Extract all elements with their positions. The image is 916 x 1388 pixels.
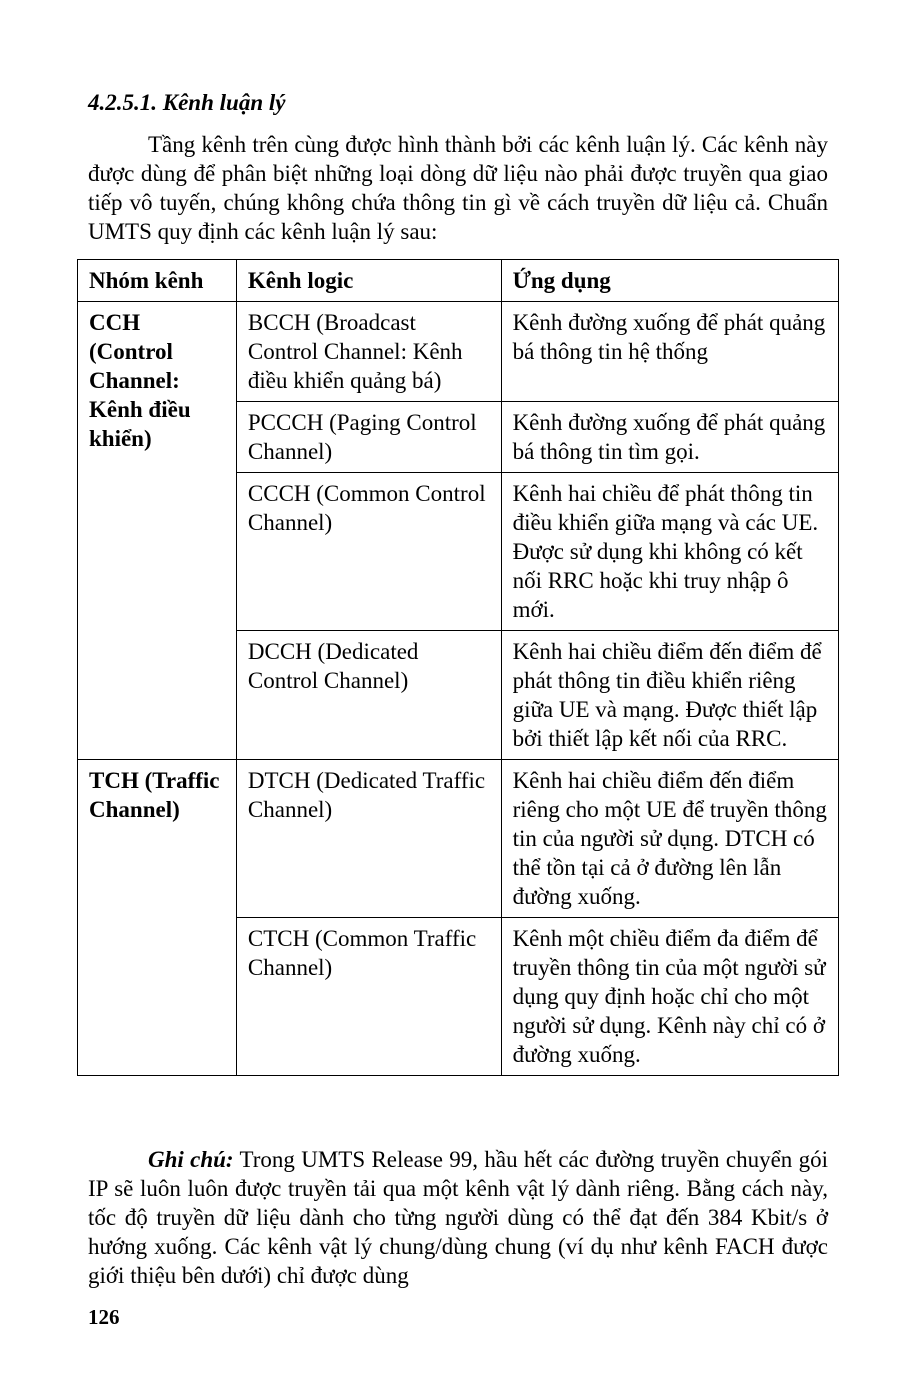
page-number: 126 bbox=[88, 1305, 120, 1329]
header-logical-channel: Kênh logic bbox=[236, 260, 501, 302]
channel-bcch: BCCH (Broadcast Control Channel: Kênh điều khiển quảng bá) bbox=[236, 302, 501, 402]
header-channel-group: Nhóm kênh bbox=[78, 260, 237, 302]
logical-channels-table bbox=[77, 259, 839, 1076]
header-usage: Ứng dụng bbox=[501, 260, 838, 302]
usage-pccch: Kênh đường xuống để phát quảng bá thông tin tìm gọi. bbox=[501, 402, 838, 473]
usage-dcch: Kênh hai chiều điểm đến điểm để phát thông tin điều khiển riêng giữa UE và mạng. Được thiết lập bởi thiết lập kết nối của RRC. bbox=[501, 631, 838, 760]
table-row bbox=[78, 302, 839, 402]
usage-ctch: Kênh một chiều điểm đa điểm để truyền thông tin của một người sử dụng quy định hoặc chỉ cho một người sử dụng. Kênh này chỉ có ở đường xuống. bbox=[501, 918, 838, 1076]
usage-ccch: Kênh hai chiều để phát thông tin điều khiển giữa mạng và các UE. Được sử dụng khi không có kết nối RRC hoặc khi truy nhập ô mới. bbox=[501, 473, 838, 631]
section-heading: 4.2.5.1. Kênh luận lý bbox=[88, 90, 286, 115]
intro-paragraph: Tầng kênh trên cùng được hình thành bởi các kênh luận lý. Các kênh này được dùng để phân biệt những loại dòng dữ liệu nào phải được truyền qua giao tiếp vô tuyến, chúng không chứa thông tin gì về cách truyền dữ liệu cả. Chuẩn UMTS quy định các kênh luận lý sau: bbox=[88, 132, 828, 244]
note-label: Ghi chú: bbox=[148, 1147, 234, 1172]
channel-pccch: PCCCH (Paging Control Channel) bbox=[236, 402, 501, 473]
table-row bbox=[78, 760, 839, 918]
note-text: Trong UMTS Release 99, hầu hết các đường truyền chuyển gói IP sẽ luôn luôn được truyền tải qua một kênh vật lý dành riêng. Bằng cách này, tốc độ truyền dữ liệu dành cho từng người dùng có thể đạt đến 384 Kbit/s ở hướng xuống. Các kênh vật lý chung/dùng chung (ví dụ như kênh FACH được giới thiệu bên dưới) chỉ được dùng bbox=[88, 1147, 828, 1288]
channel-ccch: CCCH (Common Control Channel) bbox=[236, 473, 501, 631]
channel-dtch: DTCH (Dedicated Traffic Channel) bbox=[236, 760, 501, 918]
channel-dcch: DCCH (Dedicated Control Channel) bbox=[236, 631, 501, 760]
group-cch: CCH (Control Channel: Kênh điều khiển) bbox=[78, 302, 237, 760]
usage-bcch: Kênh đường xuống để phát quảng bá thông tin hệ thống bbox=[501, 302, 838, 402]
usage-dtch: Kênh hai chiều điểm đến điểm riêng cho một UE để truyền thông tin của người sử dụng. DTCH có thể tồn tại cả ở đường lên lẫn đường xuống. bbox=[501, 760, 838, 918]
note-paragraph bbox=[88, 1145, 828, 1290]
group-tch: TCH (Traffic Channel) bbox=[78, 760, 237, 1076]
table-header-row bbox=[78, 260, 839, 302]
channel-ctch: CTCH (Common Traffic Channel) bbox=[236, 918, 501, 1076]
